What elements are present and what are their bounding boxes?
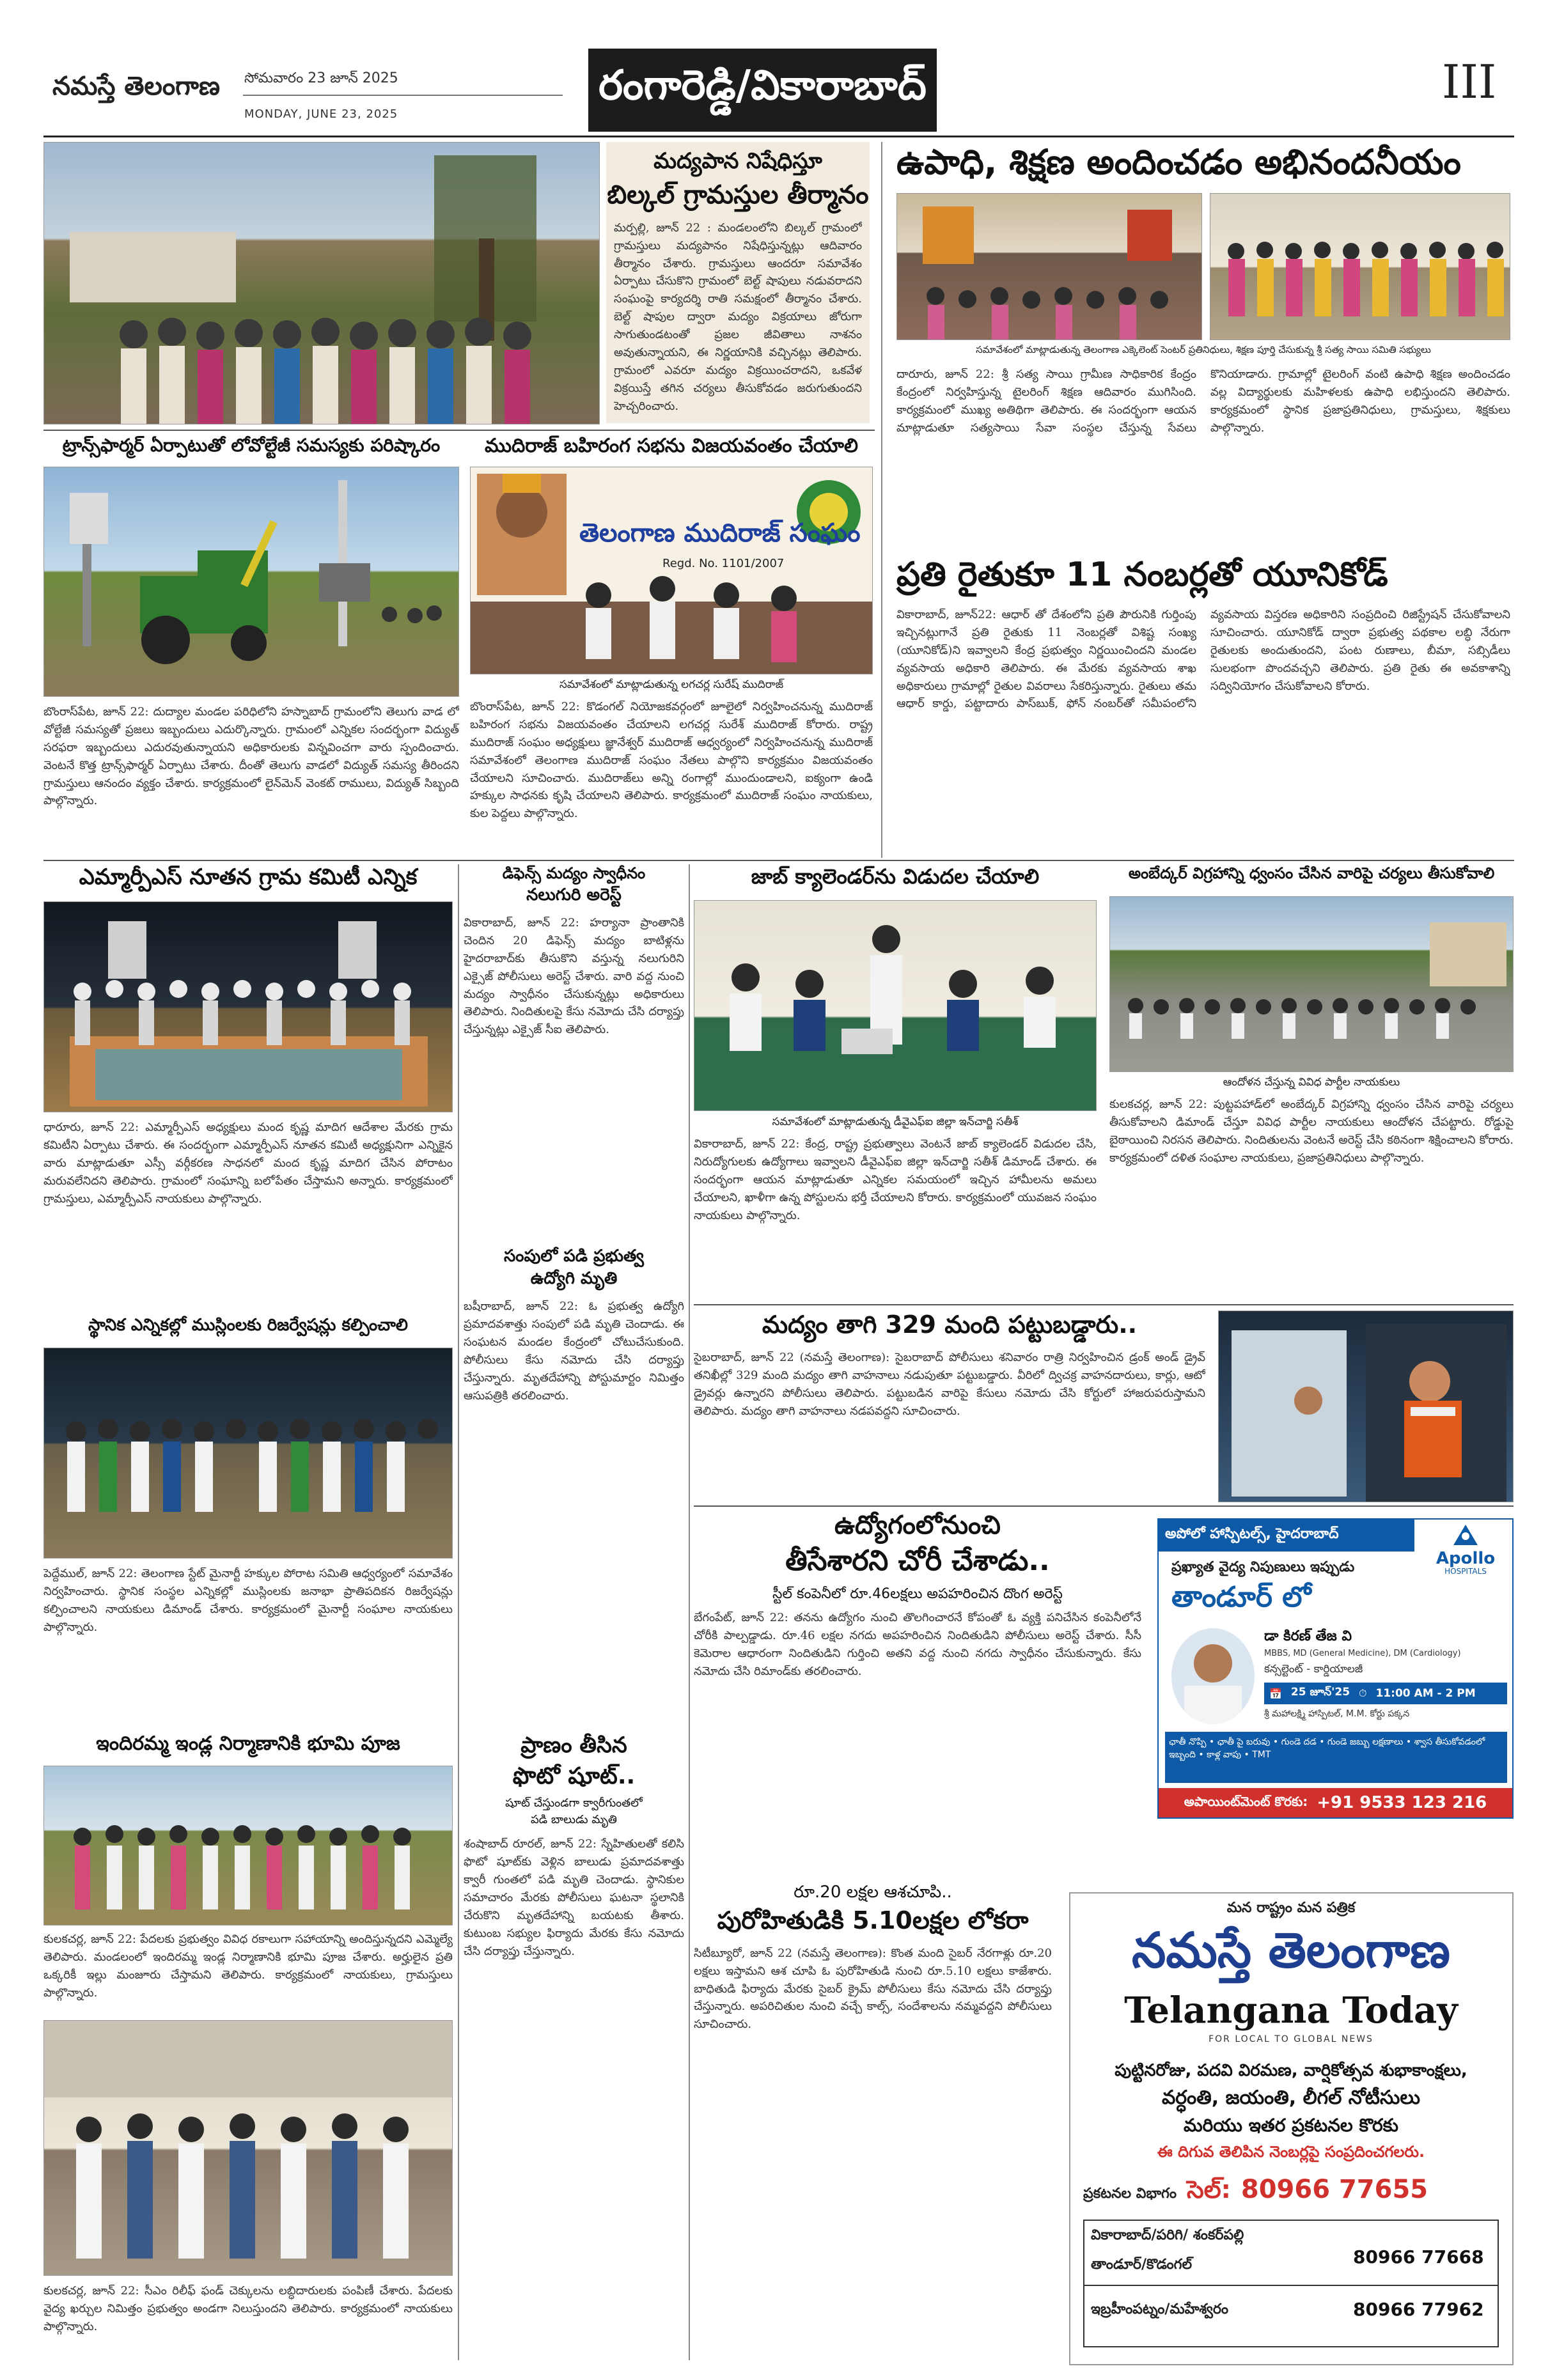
photo-indiramma-bhoomi-puja — [43, 1766, 453, 1925]
article-job-calendar — [694, 864, 1097, 1312]
ad-paper-cell-label: సెల్: — [1187, 2175, 1231, 2204]
ad-paper-name: నమస్తే తెలంగాణ — [1132, 1922, 1450, 1979]
ad-apollo-date: 25 జూన్'25 — [1290, 1686, 1350, 1699]
photo-ambedkar-protest — [1109, 896, 1514, 1072]
article-unicode-headline: ప్రతి రైతుకూ 11 నంబర్లతో యూనికోడ్ — [896, 556, 1388, 594]
article-sump-death-headline-1: సంపులో పడి ప్రభుత్వ — [504, 1247, 644, 1266]
article-unicode — [890, 555, 1514, 857]
article-bilkal — [606, 142, 870, 423]
photo-ambedkar-illustration — [1110, 897, 1514, 1072]
masthead-rule — [43, 136, 1514, 137]
ad-paper-english-tagline: FOR LOCAL TO GLOBAL NEWS — [1209, 2034, 1373, 2044]
masthead-paper-name: నమస్తే తెలంగాణ — [52, 72, 221, 101]
doctor-portrait-icon — [1171, 1628, 1255, 1724]
article-priest-fraud — [694, 1883, 1052, 2365]
photo-mudiraj-meeting — [470, 467, 873, 674]
article-unicode-body: వికారాబాద్, జూన్22: ఆధార్ తో దేశంలోని ప్రతి పౌరునికి గుర్తింపు ఇచ్చినట్లుగానే ప్రతి రైతుకు 11 నెంబర్లతో విశిష్ట సంఖ్య (యూనికోడ్)ని ఇవ్వాలని కేంద్ర ప్రభుత్వం నిర్ణయించిందని మండల వ్యవసాయ అధికారి తెలిపారు. ఈ మేరకు వ్యవసాయ శాఖ అధికారులు గ్రామాల్లో రైతుల వివరాలు సేకరిస్తున్నారు. రైతులు తమ ఆధార్ కార్డు, పట్టాదారు పాస్‌బుక్, ఫోన్ నంబర్‌తో సమీపంలోని వ్యవసాయ విస్తరణ అధికారిని సంప్రదించి రిజిస్ట్రేషన్ చేసుకోవాలని సూచించారు. యూనికోడ్ ద్వారా ప్రభుత్వ పథకాల లబ్ధి నేరుగా రైతులకు అందుతుందని, పంట రుణాలు, బీమా, సబ్సిడీలు సులభంగా పొందవచ్చని తెలిపారు. ప్రతి రైతు ఈ అవకాశాన్ని సద్వినియోగం చేసుకోవాలని కోరారు. — [896, 608, 1510, 711]
photo-mrps-committee — [43, 901, 453, 1112]
rule-col-1 — [458, 864, 459, 2360]
photo-training-group-illustration — [1210, 194, 1510, 340]
ad-paper-cell-row — [1083, 2175, 1499, 2210]
article-priest-fraud-kicker: రూ.20 లక్షల ఆశచూపి.. — [794, 1883, 952, 1902]
ad-paper-area-2: తాండూర్/కొడంగల్ — [1091, 2257, 1193, 2273]
ad-apollo-header: అపోలో హాస్పిటల్స్, హైదరాబాద్ — [1165, 1526, 1339, 1542]
rule-row4-right — [694, 1505, 1514, 1507]
article-job-theft-headline-1: ఉద్యోగంలోనుంచి — [834, 1511, 1001, 1540]
masthead-section-title: రంగారెడ్డి/వికారాబాద్ — [599, 61, 927, 109]
rule-col-2 — [689, 864, 690, 2360]
article-mudiraj — [470, 435, 873, 857]
photo-drunk-driving-illustration — [1219, 1311, 1514, 1502]
photo-training-illustration — [897, 194, 1202, 340]
ad-paper-phone-2[interactable]: 80966 77962 — [1353, 2299, 1484, 2320]
ad-apollo-services: ఛాతీ నొప్పి • ఛాతీ పై బరువు • గుండె దడ • గుండె జబ్బు లక్షణాలు • శ్వాస తీసుకోవడంలో ఇబ్బంది • కాళ్ల వాపు • TMT — [1165, 1732, 1507, 1783]
article-priest-fraud-body: సిటీబ్యూరో, జూన్ 22 (నమస్తే తెలంగాణ): కొంత మంది సైబర్ నేరగాళ్లు రూ.20 లక్షలు ఇస్తామని ఆశ చూపి ఓ పురోహితుడి నుంచి రూ.5.10 లక్షలు కాజేశారు. బాధితుడి ఫిర్యాదు మేరకు సైబర్ క్రైమ్ పోలీసులు కేసు నమోదు చేసి దర్యాప్తు చేస్తున్నారు. అపరిచితుల నుంచి వచ్చే కాల్స్, సందేశాలను నమ్మవద్దని పోలీసులు సూచించారు. — [694, 1946, 1052, 2032]
photo-cmrf-illustration — [44, 2021, 453, 2276]
article-mudiraj-headline: ముదిరాజ్ బహిరంగ సభను విజయవంతం చేయాలి — [484, 435, 859, 457]
photo-transformer-illustration — [44, 467, 459, 697]
ad-apollo-appointment-bar — [1159, 1788, 1512, 1817]
ad-paper-line-4: ఈ దిగువ తెలిపిన నెంబర్లపై సంప్రదించగలరు. — [1157, 2143, 1425, 2161]
ad-paper-area-divider — [1084, 2285, 1498, 2286]
article-photo-shoot-subhead-2: పడి బాలుడు మృతి — [530, 1812, 617, 1826]
masthead-date-english: MONDAY, JUNE 23, 2025 — [244, 107, 398, 121]
article-indiramma-body-2: కులకచర్ల, జూన్ 22: సీఎం రిలీఫ్ ఫండ్ చెక్కులను లబ్ధిదారులకు పంపిణీ చేశారు. పేదలకు వైద్య ఖర్చుల నిమిత్తం ప్రభుత్వం అండగా నిలుస్తుందని తెలిపారు. కార్యక్రమంలో నాయకులు పాల్గొన్నారు. — [43, 2284, 453, 2333]
article-photo-shoot — [464, 1732, 684, 2365]
ad-paper-line-2: వర్ధంతి, జయంతి, లీగల్ నోటీసులు — [1161, 2087, 1421, 2109]
photo-indiramma-illustration — [44, 1766, 453, 1925]
photo-mrps-illustration — [44, 902, 453, 1112]
article-photo-shoot-headline-2: ఫొటో షూట్.. — [512, 1762, 636, 1789]
ad-apollo-doctor-photo — [1171, 1628, 1255, 1724]
ad-paper-line-3: మరియు ఇతర ప్రకటనల కొరకు — [1184, 2115, 1398, 2136]
article-job-theft — [694, 1510, 1141, 1874]
ad-apollo[interactable] — [1157, 1518, 1514, 1819]
article-defence-liquor-body: వికారాబాద్, జూన్ 22: హర్యానా ప్రాంతానికి చెందిన 20 డిఫెన్స్ మద్యం బాటిళ్లను హైదరాబాద్‌కు తీసుకొని వస్తున్న నలుగురిని ఎక్సైజ్ పోలీసులు అరెస్ట్ చేశారు. వారి వద్ద నుంచి మద్యం స్వాధీనం చేసుకున్నట్లు అధికారులు తెలిపారు. నిందితులపై కేసు నమోదు చేసి దర్యాప్తు చేస్తున్నట్లు ఎక్సైజ్ సీఐ తెలిపారు. — [464, 915, 684, 1037]
article-bilkal-headline-2: బిల్కల్ గ్రామస్తుల తీర్మానం — [607, 180, 869, 210]
article-transformer-body: బొంరాస్‌పేట, జూన్ 22: దుద్యాల మండల పరిధిలోని హస్నాబాద్ గ్రామంలోని తెలుగు వాడ లో వోల్టేజీ సమస్యతో ప్రజలు ఇబ్బందులు ఎదుర్కొన్నారు. గ్రామంలో ఎన్నికల సందర్భంగా విద్యుత్ సరఫరా ఇబ్బందులు ఎదురవుతున్నాయని అధికారులకు విన్నవించగా వారు స్పందించారు. వెంటనే కొత్త ట్రాన్స్‌ఫార్మర్ ఏర్పాటు చేశారు. దీంతో తెలుగు వాడలో విద్యుత్ సమస్య తీరిందని గ్రామస్తులు ఆనందం వ్యక్తం చేశారు. కార్యక్రమంలో లైన్‌మెన్ వెంకట్ రాములు, విద్యుత్ సిబ్బంది పాల్గొన్నారు. — [43, 705, 459, 808]
ad-paper-line-1: పుట్టినరోజు, పదవి విరమణ, వార్షికోత్సవ శుభాకాంక్షలు, — [1115, 2061, 1467, 2080]
article-muslim-reservation-headline: స్థానిక ఎన్నికల్లో ముస్లింలకు రిజర్వేషన్లు కల్పించాలి — [88, 1316, 408, 1335]
masthead-page-number: III — [1442, 55, 1497, 109]
article-photo-shoot-subhead-1: షూట్ చేస్తుండగా క్వారీగుంతలో — [505, 1796, 643, 1810]
clock-icon: ⏱ — [1359, 1687, 1367, 1699]
apollo-logo-icon — [1450, 1522, 1482, 1548]
ad-paper-areas-box — [1083, 2220, 1499, 2347]
article-mrps-body: ధారూరు, జూన్ 22: ఎమ్మార్పీఎస్ అధ్యక్షులు మంద కృష్ణ మాదిగ ఆదేశాల మేరకు గ్రామ కమిటీని ఏర్పాటు చేశారు. ఈ సందర్భంగా ఎమ్మార్పీఎస్ నూతన కమిటీ అధ్యక్షునిగా ఎన్నికైన వారు మాట్లాడుతూ ఎస్సీ వర్గీకరణ సాధనలో మంద కృష్ణ మాదిగ చేసిన పోరాటం మరువలేనిదని తెలిపారు. గ్రామంలో సంఘాన్ని బలోపేతం చేస్తామని అన్నారు. కార్యక్రమంలో గ్రామస్తులు, ఎమ్మార్పీఎస్ నాయకులు పాల్గొన్నారు. — [43, 1121, 453, 1206]
ad-apollo-logo — [1421, 1522, 1510, 1576]
photo-muslim-reservation-meeting — [43, 1348, 453, 1559]
article-drunk-driving-body: సైబరాబాద్, జూన్ 22 (నమస్తే తెలంగాణ): సైబరాబాద్ పోలీసులు శనివారం రాత్రి నిర్వహించిన డ్రంక్ అండ్ డ్రైవ్ తనిఖీల్లో 329 మంది మద్యం తాగి వాహనాలు నడుపుతూ పట్టుబడ్డారు. వీరిలో ద్విచక్ర వాహనదారులు, కార్లు, ఆటో డ్రైవర్లు ఉన్నారని పోలీసులు తెలిపారు. పట్టుబడిన వారిపై కేసులు నమోదు చేసి కోర్టులో హాజరుపరుస్తామని తెలిపారు. మద్యం తాగి వాహనాలు నడపవద్దని సూచించారు. — [694, 1351, 1205, 1418]
ad-apollo-qualification: MBBS, MD (General Medicine), DM (Cardiology) — [1264, 1649, 1461, 1658]
article-ambedkar-headline: అంబేద్కర్ విగ్రహాన్ని ధ్వంసం చేసిన వారిపై చర్యలు తీసుకోవాలి — [1128, 864, 1495, 882]
rule-row2 — [43, 860, 1514, 861]
photo-training-group — [1210, 193, 1510, 340]
photo-transformer-install — [43, 467, 459, 697]
ad-paper-cell[interactable]: 80966 77655 — [1240, 2175, 1428, 2204]
ad-apollo-time: 11:00 AM - 2 PM — [1375, 1687, 1476, 1700]
article-priest-fraud-headline: పురోహితుడికి 5.10లక్షల లోకరా — [717, 1906, 1029, 1935]
ad-apollo-schedule — [1264, 1683, 1507, 1704]
photo-cmrf-cheques — [43, 2020, 453, 2276]
rule-row1 — [43, 430, 875, 431]
photo-bilkal-illustration — [44, 143, 600, 424]
ad-apollo-appointment-label: అపాయింట్‌మెంట్ కొరకు: — [1184, 1793, 1308, 1809]
ad-paper-english-name: Telangana Today — [1124, 1989, 1458, 2032]
article-ambedkar — [1109, 864, 1514, 1312]
article-indiramma — [43, 1732, 453, 2365]
mudiraj-banner-reg: Regd. No. 1101/2007 — [662, 557, 785, 570]
ad-apollo-town: తాండూర్ లో — [1171, 1581, 1311, 1614]
ad-apollo-doctor: డా కిరణ్ తేజ వి — [1264, 1628, 1352, 1644]
photo-job-calendar-meeting — [694, 900, 1097, 1111]
ad-apollo-header-bar — [1159, 1520, 1414, 1552]
photo-job-calendar-illustration — [694, 901, 1097, 1111]
mudiraj-banner-text: తెలంగాణ ముదిరాజ్ సంఘం — [579, 518, 861, 548]
ad-namaste-telangana[interactable] — [1069, 1892, 1514, 2365]
article-job-calendar-caption: సమావేశంలో మాట్లాడుతున్న డీవైఎఫ్ఐ జిల్లా ఇన్‌చార్జి సతీశ్ — [772, 1116, 1019, 1128]
article-indiramma-body-1: కులకచర్ల, జూన్ 22: పేదలకు ప్రభుత్వం వివిధ రకాలుగా సహాయాన్ని అందిస్తున్నదని ఎమ్మెల్యే తెలిపారు. మండలంలో ఇందిరమ్మ ఇండ్ల నిర్మాణానికి భూమి పూజ చేశారు. అర్హులైన ప్రతి ఒక్కరికీ ఇల్లు మంజూరు చేస్తామని తెలిపారు. కార్యక్రమంలో నాయకులు, గ్రామస్తులు పాల్గొన్నారు. — [43, 1933, 453, 2000]
article-training-caption: సమావేశంలో మాట్లాడుతున్న తెలంగాణ ఎక్కెలెంట్ సెంటర్ ప్రతినిధులు, శిక్షణ పూర్తి చేసుకున్న శ్రీ సత్య సాయి సమితి సభ్యులు — [976, 344, 1431, 355]
masthead-section-box — [588, 49, 937, 132]
article-sump-death — [464, 1247, 684, 1726]
ad-apollo-venue: శ్రీ మహాలక్ష్మి హాస్పిటల్, M.M. కోర్టు పక్కన — [1264, 1709, 1410, 1719]
article-training-body: దారూరు, జూన్ 22: శ్రీ సత్య సాయి గ్రామీణ సాధికారిక కేంద్రం కేంద్రంలో నిర్వహిస్తున్న టైలరింగ్ శిక్షణ ఆదివారం ముగిసింది. కార్యక్రమంలో ముఖ్య అతిథిగా తెలిపారు. ఈ సందర్భంగా ఆయన మాట్లాడుతూ సత్యసాయి సేవా సంస్థల చేస్తున్న సేవలు కొనియాడారు. గ్రామాల్లో టైలరింగ్ వంటి ఉపాధి శిక్షణ అందించడం వల్ల విద్యార్థులకు మహిళలకు ఉపాధి లభిస్తుందని తెలిపారు. కార్యక్రమంలో స్థానిక ప్రజాప్రతినిధులు, గ్రామస్తులు, శిక్షకులు పాల్గొన్నారు. — [896, 368, 1510, 435]
article-defence-liquor — [464, 864, 684, 1241]
article-job-theft-headline-2: తీసేశారని చోరీ చేశాడు.. — [785, 1544, 1050, 1577]
article-mudiraj-body: బొంరాస్‌పేట, జూన్ 22: కొడంగల్ నియోజకవర్గంలో జూలైలో నిర్వహించనున్న ముదిరాజ్ బహిరంగ సభను విజయవంతం చేయాలని లగచర్ల సురేశ్ ముదిరాజ్ కోరారు. రాష్ట్ర ముదిరాజ్ సంఘం అధ్యక్షులు జ్ఞానేశ్వర్ ముదిరాజ్ ఆధ్వర్యంలో నిర్వహించనున్న ముదిరాజ్ సమావేశంలో తెలంగాణ ముదిరాజ్ సంఘం నేతలు పాల్గొని కార్యక్రమం విజయవంతం చేయాలని సూచించారు. ముదిరాజ్‌లు అన్ని రంగాల్లో ముందుండాలని, ఐక్యంగా ఉండి హక్కుల సాధనకు కృషి చేయాలని తెలిపారు. కార్యక్రమంలో ముదిరాజ్ సంఘం నాయకులు, కుల పెద్దలు పాల్గొన్నారు. — [470, 700, 873, 821]
article-indiramma-headline: ఇందిరమ్మ ఇండ్ల నిర్మాణానికి భూమి పూజ — [96, 1732, 400, 1755]
ad-paper-tagline: మన రాష్ట్రం మన పత్రిక — [1226, 1900, 1356, 1916]
article-photo-shoot-headline-1: ప్రాణం తీసిన — [520, 1732, 627, 1758]
article-mrps-headline: ఎమ్మార్పీఎస్ నూతన గ్రామ కమిటీ ఎన్నిక — [79, 864, 418, 890]
rule-col-3 — [881, 142, 882, 858]
article-job-calendar-body: వికారాబాద్, జూన్ 22: కేంద్ర, రాష్ట్ర ప్రభుత్వాలు వెంటనే జాబ్ క్యాలెండర్ విడుదల చేసి, నిరుద్యోగులకు ఉద్యోగాలు ఇవ్వాలని డీవైఎఫ్ఐ జిల్లా ఇన్‌చార్జి సతీశ్ డిమాండ్ చేశారు. ఈ సందర్భంగా ఆయన మాట్లాడుతూ ఎన్నికల సమయంలో ఇచ్చిన హామీలను అమలు చేయాలని, ఖాళీగా ఉన్న పోస్టులను భర్తీ చేయాలని కోరారు. కార్యక్రమంలో యువజన సంఘం నాయకులు పాల్గొన్నారు. — [694, 1137, 1097, 1222]
article-defence-liquor-headline-1: డిఫెన్స్ మద్యం స్వాధీనం — [502, 864, 646, 882]
article-job-calendar-headline: జాబ్ క్యాలెండర్‌ను విడుదల చేయాలి — [751, 864, 1040, 889]
photo-drunk-driving-check — [1218, 1311, 1514, 1502]
ad-apollo-logo-text: Apollo — [1436, 1549, 1496, 1568]
rule-row3-right — [694, 1304, 1514, 1305]
article-transformer — [43, 435, 459, 857]
article-bilkal-headline-1: మద్యపాన నిషేధిస్తూ — [653, 148, 822, 174]
masthead-date-telugu: సోమవారం 23 జూన్ 2025 — [244, 70, 398, 86]
ad-paper-dept-label: ప్రకటనల విభాగం — [1083, 2186, 1177, 2202]
article-drunk-driving-headline: మద్యం తాగి 329 మంది పట్టుబడ్డారు.. — [762, 1311, 1138, 1339]
calendar-icon: 📅 — [1269, 1687, 1282, 1700]
article-ambedkar-body: కులకచర్ల, జూన్ 22: పుట్టపహాడ్‌లో అంబేద్కర్ విగ్రహాన్ని ధ్వంసం చేసిన వారిపై చర్యలు తీసుకోవాలని డిమాండ్ చేస్తూ వివిధ పార్టీల నాయకులు ఆందోళన చేపట్టారు. రోడ్డుపై బైఠాయించి నిరసన తెలిపారు. నిందితులను వెంటనే అరెస్ట్ చేసి కఠినంగా శిక్షించాలని కోరారు. కార్యక్రమంలో దళిత సంఘాల నాయకులు, ప్రజాప్రతినిధులు పాల్గొన్నారు. — [1109, 1098, 1514, 1165]
article-photo-shoot-body: శంషాబాద్ రూరల్, జూన్ 22: స్నేహితులతో కలిసి ఫొటో షూట్‌కు వెళ్లిన బాలుడు ప్రమాదవశాత్తు క్వారీ గుంతలో పడి మృతి చెందాడు. స్థానికుల సమాచారం మేరకు పోలీసులు ఘటనా స్థలానికి చేరుకొని మృతదేహాన్ని బయటకు తీశారు. కుటుంబ సభ్యుల ఫిర్యాదు మేరకు కేసు నమోదు చేసి దర్యాప్తు చేస్తున్నారు. — [464, 1837, 684, 1958]
article-sump-death-body: బషీరాబాద్, జూన్ 22: ఓ ప్రభుత్వ ఉద్యోగి ప్రమాదవశాత్తు సంపులో పడి మృతి చెందాడు. ఈ సంఘటన మండల కేంద్రంలో చోటుచేసుకుంది. పోలీసులు కేసు నమోదు చేసి దర్యాప్తు చేస్తున్నారు. మృతదేహాన్ని పోస్టుమార్టం నిమిత్తం ఆసుపత్రికి తరలించారు. — [464, 1300, 684, 1403]
ad-paper-area-1: వికారాబాద్/పరిగి/ శంకర్‌పల్లి — [1091, 2227, 1244, 2243]
article-defence-liquor-headline-2: నలుగురి అరెస్ట్ — [526, 885, 622, 905]
ad-paper-area-3: ఇబ్రహీంపట్నం/మహేశ్వరం — [1091, 2301, 1229, 2317]
article-transformer-headline: ట్రాన్స్‌ఫార్మర్ ఏర్పాటుతో లోవోల్టేజీ సమస్యకు పరిష్కారం — [62, 435, 441, 456]
photo-training-meeting — [896, 193, 1202, 340]
article-bilkal-body: మర్పల్లి, జూన్ 22 : మండలంలోని బిల్కల్ గ్రామంలో గ్రామస్తులు మద్యపానం నిషేధిస్తున్నట్లు ఆదివారం తీర్మానం చేశారు. గ్రామస్తులు ఆందరూ సమావేశం ఏర్పాటు చేసుకొని గ్రామంలో బెల్ట్ షాపులు నడువరాదని సంఘంపై కార్యదర్శి రాతి సమక్షంలో తీర్మానం చేశారు. బెల్ట్ షాపుల ద్వారా మద్యం విక్రయాలు జోరుగా సాగుతుండటంతో ప్రజల జీవితాలు నాశనం అవుతున్నాయని, ఈ నిర్ణయానికి వచ్చినట్లు తెలిపారు. గ్రామంలో ఎవరూ మద్యం విక్రయించరాదని, ఒకవేళ విక్రయిస్తే తగిన చర్యలు తీసుకోవడం జరుగుతుందని హెచ్చరించారు. — [614, 221, 862, 413]
masthead-divider — [243, 95, 563, 96]
ad-apollo-line-1: ప్రఖ్యాత వైద్య నిపుణులు ఇప్పుడు — [1171, 1559, 1355, 1575]
article-job-theft-body: బేగంపేట్, జూన్ 22: తనను ఉద్యోగం నుంచి తొలగించారనే కోపంతో ఓ వ్యక్తి పనిచేసిన కంపెనీలోనే చోరీకి పాల్పడ్డాడు. రూ.46 లక్షల నగదు అపహరించిన నిందితుడిని పోలీసులు అరెస్ట్ చేశారు. సీసీ కెమెరాల ఆధారంగా నిందితుడిని గుర్తించి అతని వద్ద నుంచి నగదు స్వాధీనం చేసుకున్నారు. కేసు నమోదు చేసి రిమాండ్‌కు తరలించారు. — [694, 1611, 1141, 1678]
ad-paper-phone-1[interactable]: 80966 77668 — [1353, 2246, 1484, 2267]
photo-bilkal-villagers — [43, 142, 600, 424]
article-muslim-reservation-body: పెద్దేముల్, జూన్ 22: తెలంగాణ స్టేట్ మైనార్టీ హక్కుల పోరాట సమితి ఆధ్వర్యంలో సమావేశం నిర్వహించారు. స్థానిక సంస్థల ఎన్నికల్లో ముస్లింలకు జనాభా ప్రాతిపదికన రిజర్వేషన్లు కల్పించాలని నాయకులు డిమాండ్ చేశారు. కార్యక్రమంలో మైనార్టీ సంఘాల నాయకులు పాల్గొన్నారు. — [43, 1567, 453, 1634]
article-muslim-reservation — [43, 1316, 453, 1725]
photo-mudiraj-illustration — [471, 467, 873, 674]
article-training-headline: ఉపాధి, శిక్షణ అందించడం అభినందనీయం — [896, 142, 1461, 182]
article-mrps — [43, 864, 453, 1312]
article-job-theft-subhead: స్టీల్ కంపెనీలో రూ.46లక్షలు అపహరించిన దొంగ అరెస్ట్ — [772, 1585, 1063, 1602]
photo-muslim-reservation-illustration — [44, 1348, 453, 1559]
article-ambedkar-caption: ఆందోళన చేస్తున్న వివిధ పార్టీల నాయకులు — [1223, 1076, 1400, 1089]
article-sump-death-headline-2: ఉద్యోగి మృతి — [530, 1269, 618, 1289]
article-drunk-driving — [694, 1311, 1205, 1502]
ad-apollo-phone[interactable]: +91 9533 123 216 — [1317, 1793, 1487, 1812]
article-training — [890, 142, 1514, 545]
ad-apollo-specialty: కన్సల్టెంట్ - కార్డియాలజీ — [1264, 1663, 1363, 1676]
ad-apollo-logo-sub: HOSPITALS — [1444, 1567, 1487, 1576]
article-mudiraj-caption: సమావేశంలో మాట్లాడుతున్న లగచర్ల సురేష్ ముదిరాజ్ — [559, 678, 784, 691]
